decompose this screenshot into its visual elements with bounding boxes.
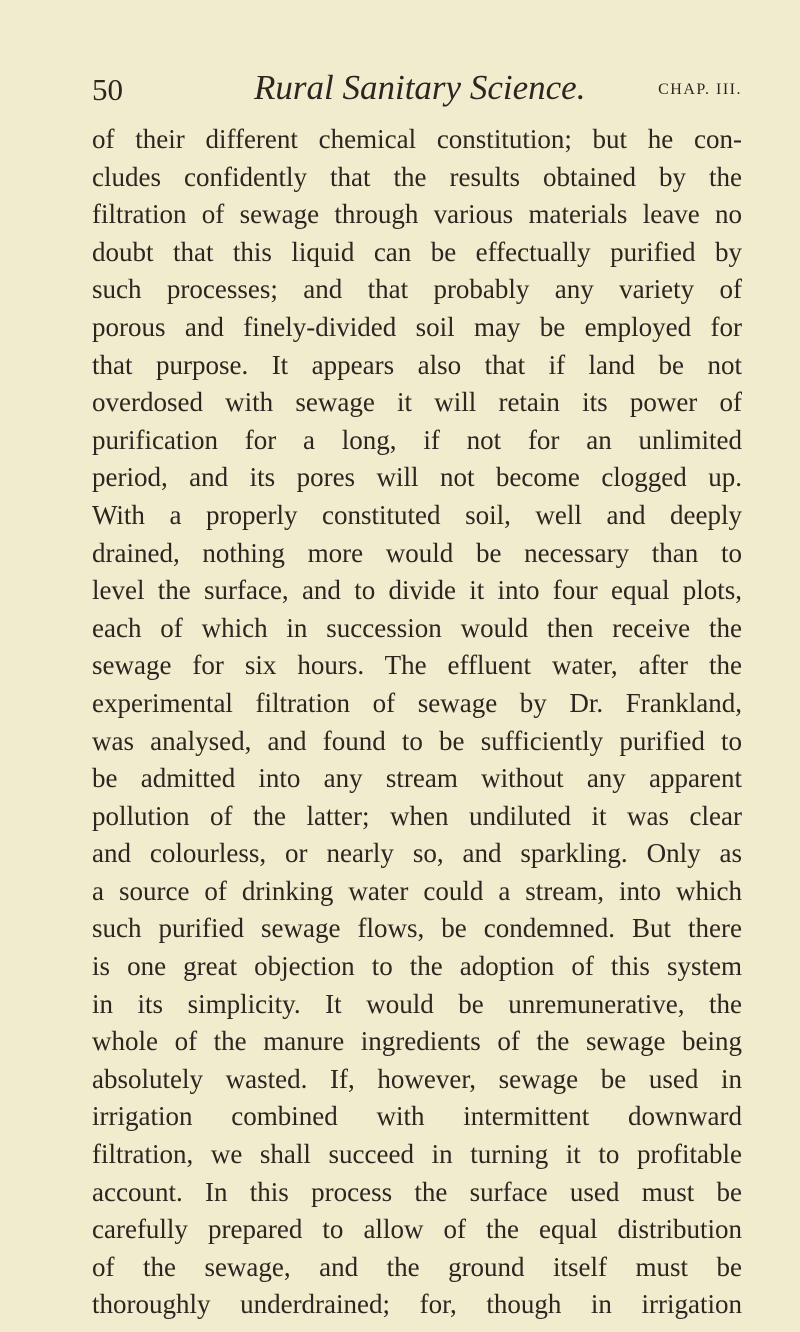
text-line: cludes confidently that the results obtained by the — [92, 161, 742, 192]
text-line: of the sewage, and the ground itself must be — [92, 1251, 742, 1282]
text-line: filtration, we shall succeed in turning it to profitable — [92, 1139, 742, 1170]
text-line: overdosed with sewage it will retain its power of — [92, 387, 742, 418]
text-line: whole of the manure ingredients of the sewage being — [92, 1026, 742, 1057]
text-line: doubt that this liquid can be effectually purified by — [92, 236, 742, 267]
text-line: period, and its pores will not become clogged up. — [92, 462, 742, 493]
text-line: irrigation combined with intermittent downward — [92, 1101, 742, 1132]
text-line: With a properly constituted soil, well and deeply — [92, 499, 742, 530]
text-line: and colourless, or nearly so, and sparkling. Only as — [92, 838, 742, 869]
text-line: absolutely wasted. If, however, sewage be used in — [92, 1063, 742, 1094]
text-line: thoroughly underdrained; for, though in irrigation — [92, 1289, 742, 1320]
body-text — [92, 121, 742, 1324]
page-header — [92, 68, 742, 112]
chapter-mark: CHAP. III. — [658, 81, 742, 98]
text-line: porous and finely-divided soil may be employed for — [92, 311, 742, 342]
text-line: account. In this process the surface used must be — [92, 1176, 742, 1207]
text-line: that purpose. It appears also that if land be not — [92, 349, 742, 380]
text-line: a source of drinking water could a stream, into which — [92, 875, 742, 906]
text-line: was analysed, and found to be sufficiently purified to — [92, 725, 742, 756]
text-line: drained, nothing more would be necessary than to — [92, 537, 742, 568]
text-line: of their different chemical constitution; but he con- — [92, 124, 742, 154]
text-line: sewage for six hours. The effluent water, after the — [92, 650, 742, 681]
text-line: carefully prepared to allow of the equal distribution — [92, 1214, 742, 1245]
text-line: filtration of sewage through various materials leave no — [92, 199, 742, 230]
page-number: 50 — [92, 72, 123, 107]
text-line: purification for a long, if not for an unlimited — [92, 424, 742, 455]
text-line: is one great objection to the adoption of this system — [92, 951, 742, 982]
text-line: pollution of the latter; when undiluted it was clear — [92, 800, 742, 831]
text-line: be admitted into any stream without any apparent — [92, 763, 742, 794]
running-title: Rural Sanitary Science. — [254, 68, 586, 107]
text-line: level the surface, and to divide it into four equal plots, — [92, 575, 742, 606]
text-line: each of which in succession would then receive the — [92, 612, 742, 643]
text-line: in its simplicity. It would be unremunerative, the — [92, 988, 742, 1019]
text-line: such processes; and that probably any variety of — [92, 274, 742, 305]
text-line: such purified sewage flows, be condemned. But there — [92, 913, 742, 944]
text-line: experimental filtration of sewage by Dr. Frankland, — [92, 687, 742, 718]
